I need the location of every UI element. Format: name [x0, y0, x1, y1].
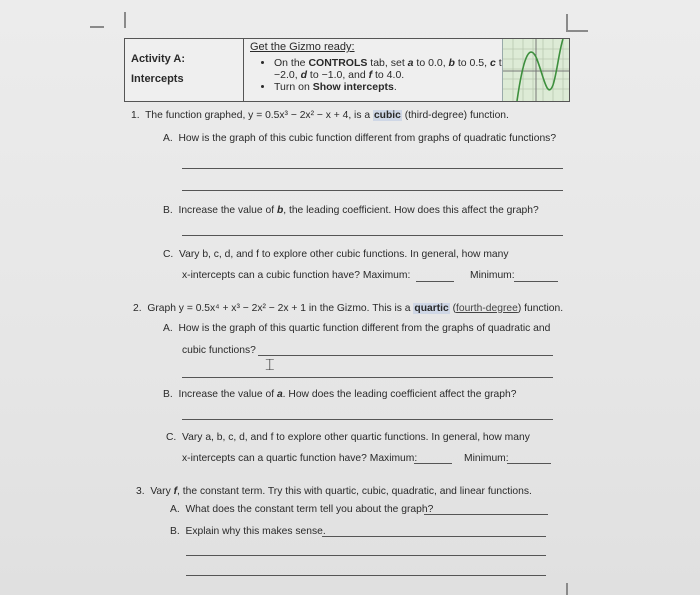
- setup-step-controls: • On the CONTROLS tab, set a to 0.0, b to 0.5, c to −2.0, d to −1.0, and f to 4.0.: [274, 57, 563, 81]
- question-2b: B. Increase the value of a. How does the leading coefficient affect the graph?: [163, 389, 517, 400]
- crop-mark-top-right: [566, 14, 588, 32]
- keyword-quartic: quartic: [414, 303, 449, 314]
- answer-line-1b[interactable]: [182, 235, 563, 236]
- answer-1c-minimum[interactable]: [514, 281, 558, 282]
- answer-line-3b-3[interactable]: [186, 575, 546, 576]
- answer-line-1a-1[interactable]: [182, 168, 563, 169]
- question-1c: C. Vary b, c, d, and f to explore other cubic functions. In general, how many: [163, 249, 509, 260]
- answer-line-2a-1[interactable]: [258, 355, 553, 356]
- question-2c: C. Vary a, b, c, d, and f to explore other quartic functions. In general, how many: [166, 432, 530, 443]
- question-1: 1. The function graphed, y = 0.5x³ − 2x² − x + 4, is a cubic (third-degree) function.: [131, 110, 509, 121]
- question-2a-line2: cubic functions?: [182, 345, 256, 356]
- label-1c-minimum: Minimum:: [470, 270, 515, 281]
- answer-2c-maximum[interactable]: [414, 463, 452, 464]
- activity-header-box: [124, 38, 570, 102]
- answer-2c-minimum[interactable]: [507, 463, 551, 464]
- activity-title: Activity A:: [131, 53, 185, 65]
- answer-line-3b-2[interactable]: [186, 555, 546, 556]
- text-cursor-icon: ⌶: [265, 357, 275, 374]
- keyword-cubic: cubic: [373, 110, 401, 121]
- gizmo-graph-thumbnail: [502, 39, 569, 101]
- label-2c-minimum: Minimum:: [464, 453, 509, 464]
- link-fourth-degree[interactable]: fourth-degree: [456, 303, 518, 314]
- question-3: 3. Vary f, the constant term. Try this with quartic, cubic, quadratic, and linear functions.: [136, 486, 532, 497]
- activity-label: [125, 39, 244, 101]
- answer-line-2a-2[interactable]: [182, 377, 553, 378]
- question-3a: A. What does the constant term tell you about the graph?: [170, 504, 434, 515]
- answer-line-3b-1[interactable]: [322, 536, 546, 537]
- question-1b: B. Increase the value of b, the leading coefficient. How does this affect the graph?: [163, 205, 539, 216]
- question-2: 2. Graph y = 0.5x⁴ + x³ − 2x² − 2x + 1 in the Gizmo. This is a quartic (fourth-degree) function.: [133, 303, 564, 314]
- answer-line-1a-2[interactable]: [182, 190, 563, 191]
- question-3b: B. Explain why this makes sense.: [170, 526, 326, 537]
- question-1c-line2: x-intercepts can a cubic function have? Maximum:: [182, 270, 411, 281]
- crop-mark-top-left: [104, 12, 126, 28]
- activity-subtitle: Intercepts: [131, 73, 184, 85]
- answer-line-2b[interactable]: [182, 419, 553, 420]
- question-1a: A. How is the graph of this cubic function different from graphs of quadratic functions?: [163, 133, 557, 144]
- question-2c-line2: x-intercepts can a quartic function have? Maximum:: [182, 453, 418, 464]
- crop-mark-bottom-right: [566, 583, 578, 595]
- ready-title: Get the Gizmo ready:: [250, 41, 355, 53]
- answer-line-3a[interactable]: [424, 514, 548, 515]
- question-2a: A. How is the graph of this quartic function different from the graphs of quadratic and: [163, 323, 551, 334]
- answer-1c-maximum[interactable]: [416, 281, 454, 282]
- gizmo-setup-instructions: [244, 39, 569, 101]
- setup-step-intercepts: • Turn on Show intercepts.: [274, 81, 563, 93]
